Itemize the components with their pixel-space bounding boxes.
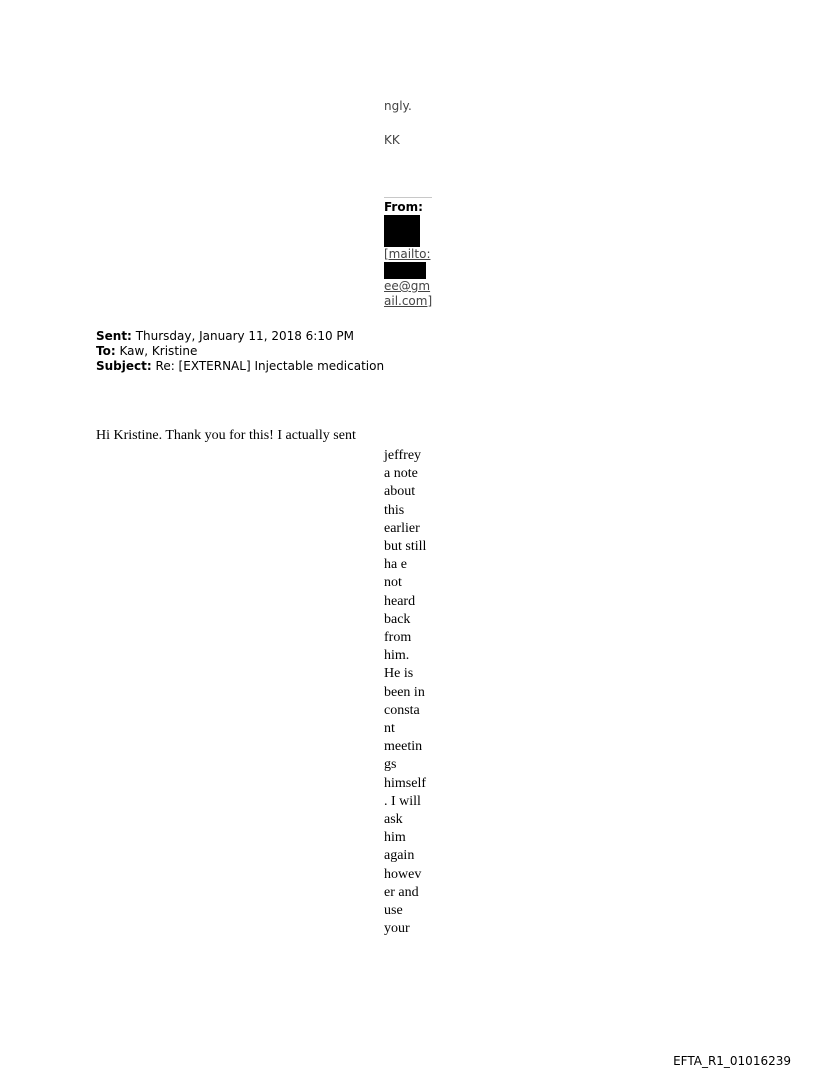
body-line: about [384,484,416,500]
body-line: meetin [384,739,423,755]
subject-row [96,359,384,374]
document-id: EFTA_R1_01016239 [673,1054,791,1068]
body-line: er and [384,884,419,900]
from-block [384,197,432,309]
to-value: Kaw, Kristine [119,344,198,358]
redaction-block [384,262,426,279]
body-line: himself [384,775,426,791]
body-line: this [384,502,405,518]
body-line: him [384,830,406,846]
body-line: again [384,848,415,864]
body-line: howev [384,866,422,882]
subject-value: Re: [EXTERNAL] Injectable medication [155,359,385,373]
mailto-link[interactable]: [mailto: [384,247,431,261]
sent-value: Thursday, January 11, 2018 6:10 PM [135,329,355,343]
body-line: back [384,611,411,627]
body-column [384,447,436,938]
body-line: from [384,630,412,646]
body-line: your [384,921,410,937]
body-line: jeffrey [384,448,422,463]
body-line: ha e [384,557,407,573]
body-line: ask [384,812,403,828]
body-line: nt [384,721,395,737]
from-label: From: [384,200,423,214]
email-headers [96,329,384,374]
sent-label: Sent: [96,329,132,343]
body-line: gs [384,757,397,773]
bracket-close: ] [427,294,433,308]
body-line: He is [384,666,414,682]
body-line: consta [384,702,420,718]
email-link-part1[interactable]: ee@gm [384,279,431,293]
body-line: but still [384,539,427,555]
sent-row [96,329,384,344]
body-line: use [384,903,403,919]
to-label: To: [96,344,116,358]
body-line: . I will [384,793,421,809]
body-first-line: Hi Kristine. Thank you for this! I actually sent [96,428,356,443]
redaction-block [384,215,420,247]
body-line: heard [384,593,416,609]
initials: KK [384,133,400,147]
body-line: a note [384,466,418,482]
to-row [96,344,384,359]
subject-label: Subject: [96,359,152,373]
body-line: not [384,575,402,591]
body-line: him. [384,648,410,664]
body-line: been in [384,684,425,700]
fragment-text: ngly. [384,99,412,113]
email-link-part2[interactable]: ail.com [384,294,428,308]
body-line: earlier [384,520,420,536]
